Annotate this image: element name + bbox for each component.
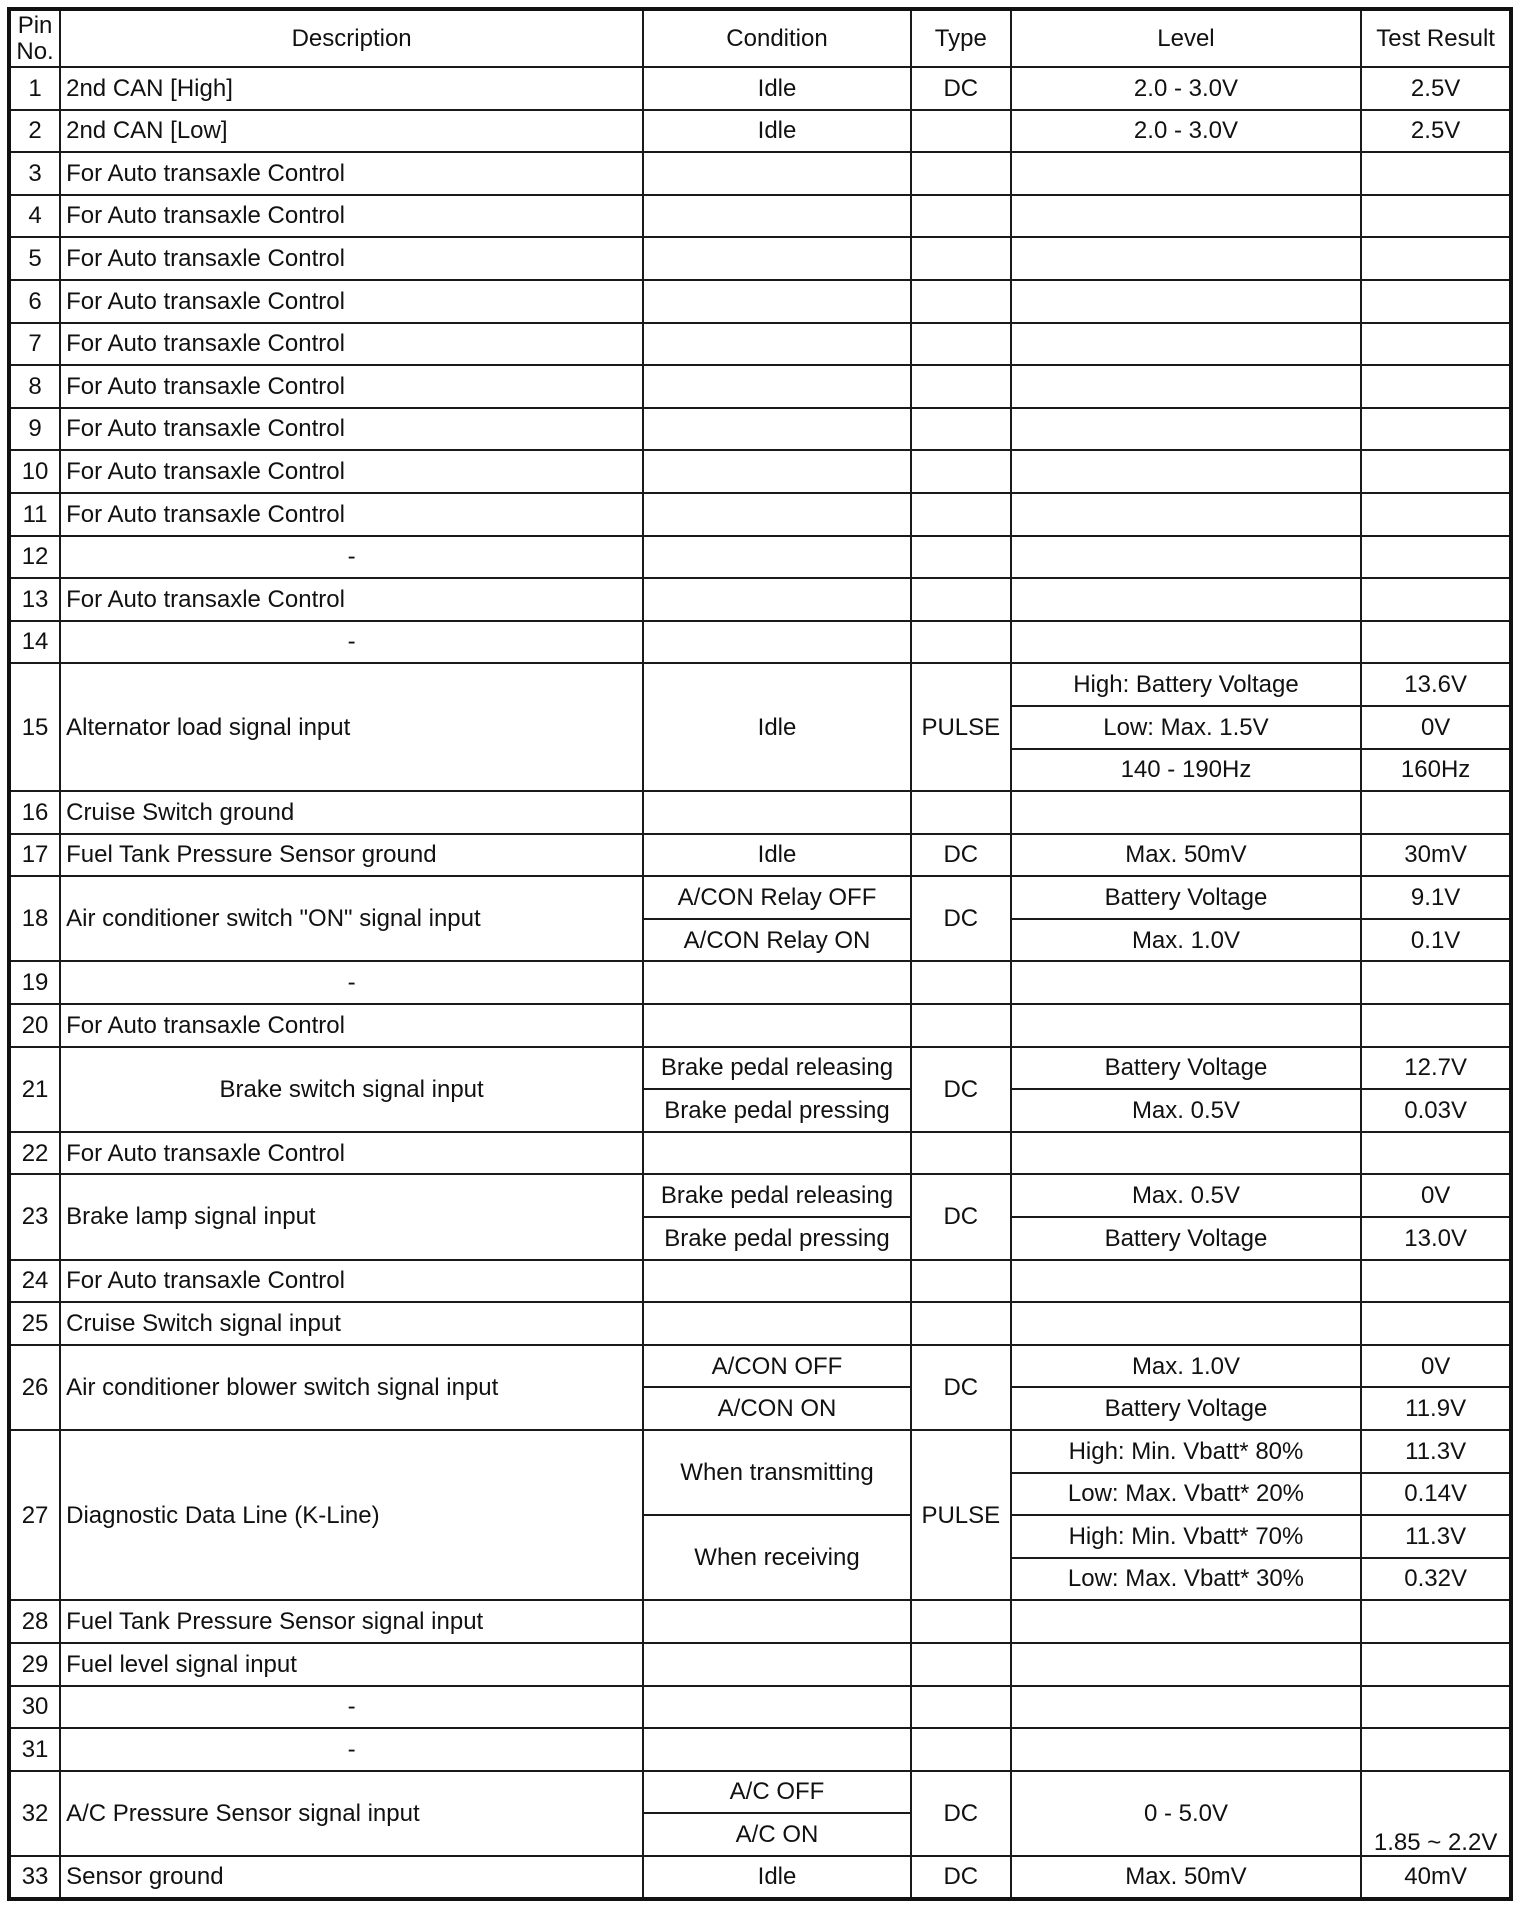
level-cell	[1011, 408, 1362, 451]
description-cell: -	[60, 961, 643, 1004]
level-cell	[1011, 621, 1362, 664]
condition-cell	[643, 1728, 911, 1771]
type-cell: DC	[911, 1174, 1011, 1259]
level-cell: High: Min. Vbatt* 80%	[1011, 1430, 1362, 1473]
description-cell: For Auto transaxle Control	[60, 1132, 643, 1175]
level-cell	[1011, 280, 1362, 323]
result-cell	[1361, 152, 1511, 195]
pin-number: 15	[9, 663, 60, 791]
condition-cell: A/C ON	[643, 1813, 911, 1856]
level-cell	[1011, 1302, 1362, 1345]
condition-cell	[643, 365, 911, 408]
table-row	[9, 961, 1511, 1004]
result-cell: 11.3V	[1361, 1430, 1511, 1473]
pin-number: 4	[9, 195, 60, 238]
level-cell	[1011, 961, 1362, 1004]
type-cell	[911, 323, 1011, 366]
description-cell: Air conditioner blower switch signal input	[60, 1345, 643, 1430]
result-cell	[1361, 578, 1511, 621]
level-cell: Max. 1.0V	[1011, 1345, 1362, 1388]
level-cell: Battery Voltage	[1011, 1047, 1362, 1090]
result-cell	[1361, 237, 1511, 280]
description-cell: For Auto transaxle Control	[60, 152, 643, 195]
result-cell	[1361, 1260, 1511, 1303]
pin-number: 33	[9, 1856, 60, 1899]
table-row	[9, 1302, 1511, 1345]
condition-cell: Idle	[643, 110, 911, 153]
type-cell: DC	[911, 876, 1011, 961]
table-row	[9, 110, 1511, 153]
description-cell: For Auto transaxle Control	[60, 1004, 643, 1047]
condition-cell	[643, 536, 911, 579]
description-cell: -	[60, 1686, 643, 1729]
table-row	[9, 1260, 1511, 1303]
description-cell: 2nd CAN [Low]	[60, 110, 643, 153]
result-cell: 11.9V	[1361, 1387, 1511, 1430]
table-row	[9, 1643, 1511, 1686]
type-cell: PULSE	[911, 663, 1011, 791]
level-cell: Max. 50mV	[1011, 834, 1362, 877]
table-row	[9, 1686, 1511, 1729]
level-cell: Max. 0.5V	[1011, 1174, 1362, 1217]
table-row	[9, 493, 1511, 536]
condition-cell	[643, 323, 911, 366]
condition-cell: Idle	[643, 67, 911, 110]
table-row	[9, 152, 1511, 195]
pin-number: 26	[9, 1345, 60, 1430]
level-cell	[1011, 1686, 1362, 1729]
type-cell	[911, 110, 1011, 153]
description-cell: For Auto transaxle Control	[60, 195, 643, 238]
result-cell	[1361, 536, 1511, 579]
header-description: Description	[60, 9, 643, 67]
condition-cell	[643, 408, 911, 451]
table-row	[9, 365, 1511, 408]
type-cell	[911, 450, 1011, 493]
result-cell: 2.5V	[1361, 67, 1511, 110]
type-cell	[911, 195, 1011, 238]
level-cell	[1011, 536, 1362, 579]
pin-number: 12	[9, 536, 60, 579]
result-cell	[1361, 961, 1511, 1004]
type-cell	[911, 621, 1011, 664]
level-cell	[1011, 1260, 1362, 1303]
result-cell	[1361, 195, 1511, 238]
condition-cell	[643, 237, 911, 280]
description-cell: For Auto transaxle Control	[60, 280, 643, 323]
level-cell	[1011, 450, 1362, 493]
level-cell: Battery Voltage	[1011, 876, 1362, 919]
result-cell: 0.14V	[1361, 1473, 1511, 1516]
pin-number: 9	[9, 408, 60, 451]
result-cell	[1361, 1600, 1511, 1643]
result-cell: 12.7V	[1361, 1047, 1511, 1090]
level-cell	[1011, 1004, 1362, 1047]
condition-cell: A/CON OFF	[643, 1345, 911, 1388]
description-cell: For Auto transaxle Control	[60, 493, 643, 536]
condition-cell: Brake pedal releasing	[643, 1047, 911, 1090]
description-cell: Air conditioner switch "ON" signal input	[60, 876, 643, 961]
result-cell: 0V	[1361, 1345, 1511, 1388]
description-cell: -	[60, 621, 643, 664]
table-row	[9, 663, 1511, 706]
header-row	[9, 9, 1511, 67]
condition-cell	[643, 621, 911, 664]
pin-number: 17	[9, 834, 60, 877]
description-cell: Fuel Tank Pressure Sensor signal input	[60, 1600, 643, 1643]
type-cell: DC	[911, 67, 1011, 110]
level-cell: Max. 0.5V	[1011, 1089, 1362, 1132]
description-cell: -	[60, 1728, 643, 1771]
condition-cell	[643, 961, 911, 1004]
condition-cell	[643, 1302, 911, 1345]
result-cell	[1361, 408, 1511, 451]
condition-cell: A/CON Relay OFF	[643, 876, 911, 919]
result-cell: 30mV	[1361, 834, 1511, 877]
type-cell	[911, 408, 1011, 451]
condition-cell: Idle	[643, 834, 911, 877]
level-cell	[1011, 1600, 1362, 1643]
condition-cell: Brake pedal pressing	[643, 1217, 911, 1260]
level-cell: Low: Max. Vbatt* 30%	[1011, 1558, 1362, 1601]
result-cell: 9.1V	[1361, 876, 1511, 919]
table-row	[9, 67, 1511, 110]
result-cell	[1361, 365, 1511, 408]
result-cell: 0V	[1361, 1174, 1511, 1217]
description-cell: For Auto transaxle Control	[60, 323, 643, 366]
result-cell: 0V	[1361, 706, 1511, 749]
description-cell: Brake lamp signal input	[60, 1174, 643, 1259]
type-cell	[911, 1600, 1011, 1643]
header-condition: Condition	[643, 9, 911, 67]
result-cell	[1361, 323, 1511, 366]
level-cell: 2.0 - 3.0V	[1011, 110, 1362, 153]
description-cell: Diagnostic Data Line (K-Line)	[60, 1430, 643, 1600]
condition-cell: A/C OFF	[643, 1771, 911, 1814]
table-row	[9, 1771, 1511, 1814]
type-cell	[911, 1643, 1011, 1686]
level-cell	[1011, 323, 1362, 366]
result-cell	[1361, 1728, 1511, 1771]
result-cell	[1361, 1686, 1511, 1729]
description-cell: A/C Pressure Sensor signal input	[60, 1771, 643, 1856]
pin-number: 22	[9, 1132, 60, 1175]
table-row	[9, 834, 1511, 877]
pin-number: 29	[9, 1643, 60, 1686]
pin-number: 3	[9, 152, 60, 195]
condition-cell	[643, 1686, 911, 1729]
description-cell: For Auto transaxle Control	[60, 450, 643, 493]
condition-cell	[643, 1643, 911, 1686]
condition-cell: A/CON ON	[643, 1387, 911, 1430]
description-cell: For Auto transaxle Control	[60, 1260, 643, 1303]
level-cell	[1011, 1132, 1362, 1175]
type-cell	[911, 791, 1011, 834]
table-row	[9, 1345, 1511, 1388]
header-level: Level	[1011, 9, 1362, 67]
level-cell	[1011, 365, 1362, 408]
type-cell: DC	[911, 1345, 1011, 1430]
condition-cell: Brake pedal releasing	[643, 1174, 911, 1217]
condition-cell	[643, 493, 911, 536]
type-cell	[911, 1260, 1011, 1303]
level-cell: 140 - 190Hz	[1011, 749, 1362, 792]
table-row	[9, 621, 1511, 664]
condition-cell	[643, 152, 911, 195]
pin-table	[7, 7, 1513, 1901]
description-cell: For Auto transaxle Control	[60, 365, 643, 408]
type-cell: DC	[911, 1047, 1011, 1132]
description-cell: Alternator load signal input	[60, 663, 643, 791]
result-cell	[1361, 280, 1511, 323]
pin-number: 21	[9, 1047, 60, 1132]
condition-cell	[643, 450, 911, 493]
level-cell: Max. 50mV	[1011, 1856, 1362, 1899]
description-cell: Cruise Switch signal input	[60, 1302, 643, 1345]
condition-cell	[643, 280, 911, 323]
condition-cell	[643, 1600, 911, 1643]
pin-number: 5	[9, 237, 60, 280]
table-row	[9, 237, 1511, 280]
description-cell: Fuel level signal input	[60, 1643, 643, 1686]
pin-number: 23	[9, 1174, 60, 1259]
table-row	[9, 1728, 1511, 1771]
description-cell: -	[60, 536, 643, 579]
header-pin-no: Pin No.	[9, 9, 60, 67]
condition-cell	[643, 1260, 911, 1303]
result-cell: 13.0V	[1361, 1217, 1511, 1260]
type-cell	[911, 280, 1011, 323]
condition-cell: Brake pedal pressing	[643, 1089, 911, 1132]
type-cell	[911, 1686, 1011, 1729]
table-row	[9, 1047, 1511, 1090]
pin-number: 24	[9, 1260, 60, 1303]
result-cell: 0.03V	[1361, 1089, 1511, 1132]
condition-cell	[643, 791, 911, 834]
level-cell: Max. 1.0V	[1011, 919, 1362, 962]
table-row	[9, 195, 1511, 238]
pin-number: 11	[9, 493, 60, 536]
level-cell: Battery Voltage	[1011, 1217, 1362, 1260]
pin-number: 16	[9, 791, 60, 834]
table-row	[9, 1132, 1511, 1175]
pin-number: 30	[9, 1686, 60, 1729]
description-cell: Cruise Switch ground	[60, 791, 643, 834]
condition-cell	[643, 1132, 911, 1175]
condition-cell: Idle	[643, 663, 911, 791]
level-cell	[1011, 1728, 1362, 1771]
result-cell	[1361, 791, 1511, 834]
result-cell	[1361, 1302, 1511, 1345]
table-row	[9, 876, 1511, 919]
level-cell	[1011, 1643, 1362, 1686]
type-cell	[911, 1728, 1011, 1771]
type-cell: DC	[911, 834, 1011, 877]
type-cell	[911, 961, 1011, 1004]
type-cell	[911, 365, 1011, 408]
result-cell: 1.85 ~ 2.2V	[1361, 1771, 1511, 1856]
table-row	[9, 1856, 1511, 1899]
table-row	[9, 1174, 1511, 1217]
result-cell	[1361, 1643, 1511, 1686]
condition-cell	[643, 578, 911, 621]
result-cell	[1361, 493, 1511, 536]
pin-number: 25	[9, 1302, 60, 1345]
pin-number: 10	[9, 450, 60, 493]
level-cell	[1011, 791, 1362, 834]
result-cell	[1361, 621, 1511, 664]
condition-cell: Idle	[643, 1856, 911, 1899]
pin-number: 14	[9, 621, 60, 664]
result-cell	[1361, 450, 1511, 493]
table-row	[9, 450, 1511, 493]
pin-number: 2	[9, 110, 60, 153]
description-cell: 2nd CAN [High]	[60, 67, 643, 110]
level-cell: 2.0 - 3.0V	[1011, 67, 1362, 110]
table-row	[9, 323, 1511, 366]
level-cell: Battery Voltage	[1011, 1387, 1362, 1430]
level-cell: Low: Max. 1.5V	[1011, 706, 1362, 749]
level-cell	[1011, 152, 1362, 195]
table-row	[9, 408, 1511, 451]
type-cell	[911, 237, 1011, 280]
type-cell	[911, 536, 1011, 579]
result-cell	[1361, 1132, 1511, 1175]
result-cell	[1361, 1004, 1511, 1047]
level-cell	[1011, 237, 1362, 280]
type-cell: DC	[911, 1771, 1011, 1856]
pin-number: 20	[9, 1004, 60, 1047]
condition-cell: When transmitting	[643, 1430, 911, 1515]
table-row	[9, 1004, 1511, 1047]
pin-number: 27	[9, 1430, 60, 1600]
description-cell: For Auto transaxle Control	[60, 578, 643, 621]
result-cell: 0.1V	[1361, 919, 1511, 962]
pin-number: 28	[9, 1600, 60, 1643]
table-row	[9, 536, 1511, 579]
table-row	[9, 280, 1511, 323]
description-cell: Sensor ground	[60, 1856, 643, 1899]
type-cell	[911, 493, 1011, 536]
pin-number: 1	[9, 67, 60, 110]
pin-number: 18	[9, 876, 60, 961]
header-test-result: Test Result	[1361, 9, 1511, 67]
table-row	[9, 1600, 1511, 1643]
table-row	[9, 578, 1511, 621]
level-cell	[1011, 493, 1362, 536]
description-cell: Fuel Tank Pressure Sensor ground	[60, 834, 643, 877]
condition-cell	[643, 195, 911, 238]
level-cell	[1011, 195, 1362, 238]
type-cell	[911, 1004, 1011, 1047]
type-cell	[911, 578, 1011, 621]
condition-cell	[643, 1004, 911, 1047]
type-cell: PULSE	[911, 1430, 1011, 1600]
description-cell: For Auto transaxle Control	[60, 408, 643, 451]
type-cell: DC	[911, 1856, 1011, 1899]
table-row	[9, 1430, 1511, 1473]
level-cell: High: Min. Vbatt* 70%	[1011, 1515, 1362, 1558]
result-cell: 2.5V	[1361, 110, 1511, 153]
result-cell: 40mV	[1361, 1856, 1511, 1899]
pin-number: 13	[9, 578, 60, 621]
level-cell: 0 - 5.0V	[1011, 1771, 1362, 1856]
result-cell: 11.3V	[1361, 1515, 1511, 1558]
result-cell: 0.32V	[1361, 1558, 1511, 1601]
result-cell: 13.6V	[1361, 663, 1511, 706]
pin-number: 6	[9, 280, 60, 323]
description-cell: Brake switch signal input	[60, 1047, 643, 1132]
pin-number: 31	[9, 1728, 60, 1771]
condition-cell: When receiving	[643, 1515, 911, 1600]
level-cell: High: Battery Voltage	[1011, 663, 1362, 706]
condition-cell: A/CON Relay ON	[643, 919, 911, 962]
type-cell	[911, 152, 1011, 195]
header-type: Type	[911, 9, 1011, 67]
pin-number: 8	[9, 365, 60, 408]
level-cell	[1011, 578, 1362, 621]
type-cell	[911, 1302, 1011, 1345]
pin-number: 32	[9, 1771, 60, 1856]
pin-number: 7	[9, 323, 60, 366]
pin-number: 19	[9, 961, 60, 1004]
type-cell	[911, 1132, 1011, 1175]
table-row	[9, 791, 1511, 834]
result-cell: 160Hz	[1361, 749, 1511, 792]
level-cell: Low: Max. Vbatt* 20%	[1011, 1473, 1362, 1516]
description-cell: For Auto transaxle Control	[60, 237, 643, 280]
